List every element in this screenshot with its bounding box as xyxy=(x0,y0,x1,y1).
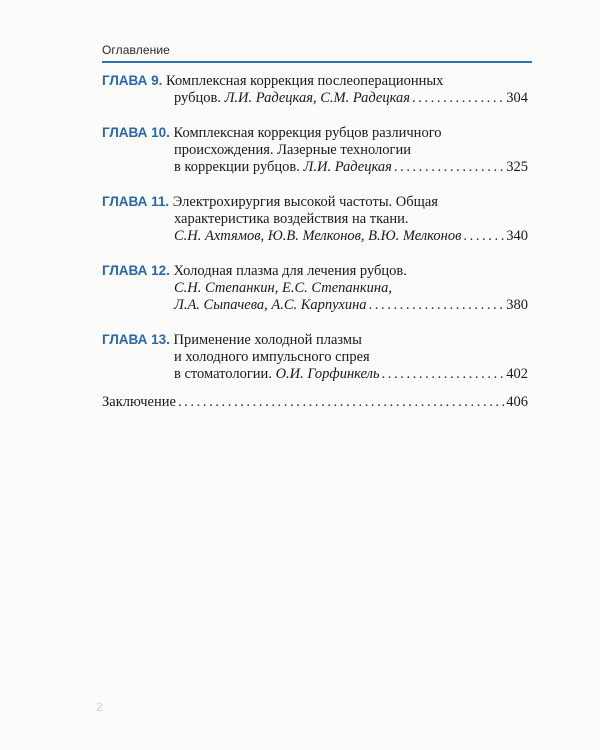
page-header-title: Оглавление xyxy=(102,43,170,57)
chapter-title-cont: в стоматологии. xyxy=(174,366,272,382)
page-number: 406 xyxy=(506,394,528,410)
chapter-authors: Л.И. Радецкая, С.М. Радецкая xyxy=(224,90,410,106)
chapter-title-cont: рубцов. xyxy=(174,90,221,106)
page-number: 402 xyxy=(506,366,528,382)
chapter-title: Электрохирургия высокой частоты. Общая xyxy=(172,194,438,210)
toc-entry-chapter-10[interactable] xyxy=(102,124,528,176)
chapter-title: Комплексная коррекция рубцов различного xyxy=(173,125,442,141)
leader-dots xyxy=(394,159,504,176)
toc-entry-chapter-11[interactable] xyxy=(102,193,528,245)
leader-dots xyxy=(369,297,505,314)
page-number: 325 xyxy=(506,159,528,175)
page-number: 340 xyxy=(506,228,528,244)
chapter-authors: Л.А. Сыпачева, А.С. Карпухина xyxy=(174,297,367,313)
chapter-title-cont: характеристика воздействия на ткани. xyxy=(174,211,409,227)
leader-dots xyxy=(412,90,504,107)
leader-dots xyxy=(463,228,504,245)
chapter-authors: О.И. Горфинкель xyxy=(275,366,380,382)
chapter-authors: Л.И. Радецкая xyxy=(303,159,392,175)
chapter-label: ГЛАВА 9. xyxy=(102,73,163,88)
chapter-title: Холодная плазма для лечения рубцов. xyxy=(173,263,407,279)
page-number: 304 xyxy=(506,90,528,106)
table-of-contents xyxy=(102,72,528,428)
header-rule xyxy=(102,61,532,63)
chapter-authors: С.Н. Ахтямов, Ю.В. Мелконов, В.Ю. Мелконов xyxy=(174,228,462,244)
chapter-label: ГЛАВА 13. xyxy=(102,332,170,347)
chapter-authors: С.Н. Степанкин, Е.С. Степанкина, xyxy=(174,280,392,296)
page-number: 380 xyxy=(506,297,528,313)
chapter-title: Применение холодной плазмы xyxy=(173,332,362,348)
leader-dots xyxy=(382,366,505,383)
conclusion-label: Заключение xyxy=(102,394,176,410)
footer-page-number: 2 xyxy=(96,700,103,714)
toc-entry-chapter-9[interactable] xyxy=(102,72,528,107)
leader-dots xyxy=(178,394,504,411)
chapter-title-cont: в коррекции рубцов. xyxy=(174,159,300,175)
toc-entry-chapter-12[interactable] xyxy=(102,262,528,314)
chapter-title: Комплексная коррекция послеоперационных xyxy=(166,73,444,89)
toc-entry-conclusion[interactable] xyxy=(102,394,528,411)
chapter-label: ГЛАВА 10. xyxy=(102,125,170,140)
chapter-title-cont: и холодного импульсного спрея xyxy=(174,349,370,365)
chapter-label: ГЛАВА 12. xyxy=(102,263,170,278)
chapter-title-cont: происхождения. Лазерные технологии xyxy=(174,142,411,158)
chapter-label: ГЛАВА 11. xyxy=(102,194,170,209)
toc-entry-chapter-13[interactable] xyxy=(102,331,528,383)
